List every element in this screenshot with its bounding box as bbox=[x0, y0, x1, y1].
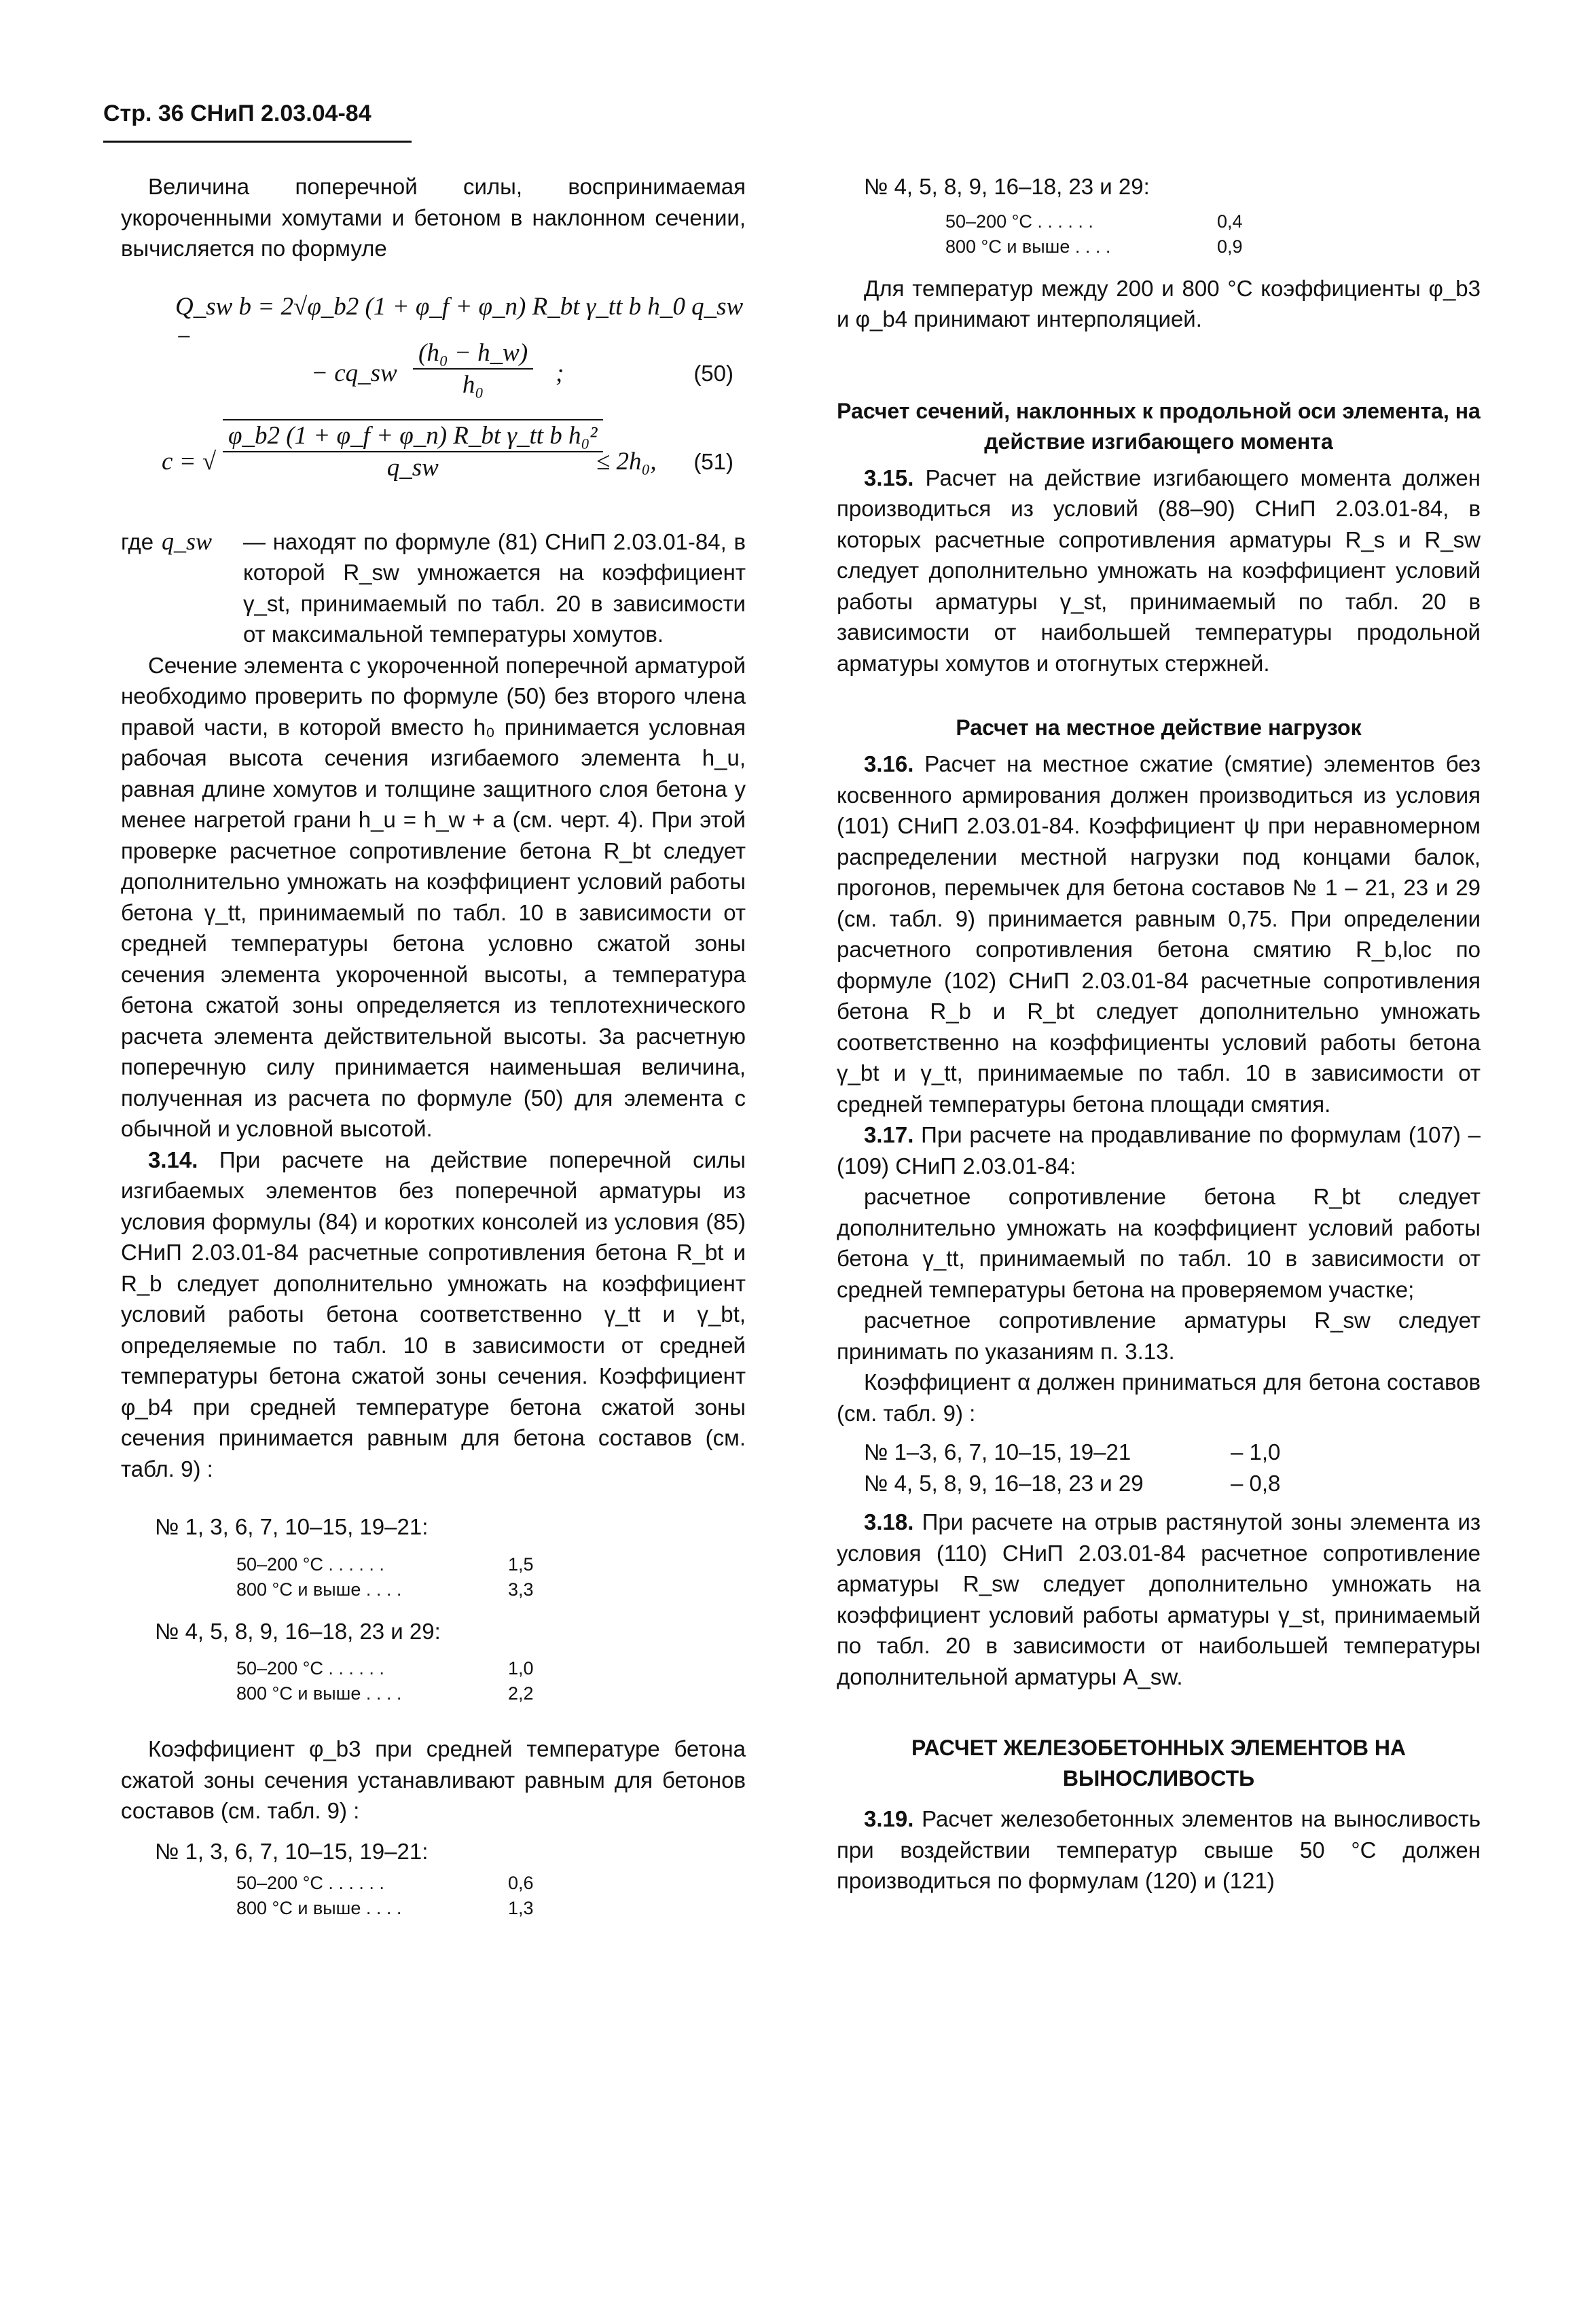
group-title: № 1, 3, 6, 7, 10–15, 19–21: bbox=[155, 1514, 429, 1539]
formula-51-denominator: q_sw bbox=[386, 454, 439, 482]
clause-text-3-19: Расчет железобетонных элементов на выносливость при воздействии температур свыше 50 °C должен производиться по формулам (120) и (121) bbox=[837, 1806, 1481, 1893]
formula-51-tail: ≤ 2h₀, bbox=[596, 447, 657, 475]
paragraph-phi-b3: Коэффициент φ_b3 при средней температуре бетона сжатой зоны сечения устанавливают равным для бетонов составов (см. табл. 9) : bbox=[121, 1736, 746, 1823]
formula-50-semicolon: ; bbox=[556, 359, 564, 387]
formula-51-numerator: φ_b2 (1 + φ_f + φ_n) R_bt γ_tt b h₀² bbox=[223, 420, 603, 453]
row-label: 800 °C и выше . . . . bbox=[945, 236, 1111, 257]
clause-text-3-18: При расчете на отрыв растянутой зоны элемента из условия (110) СНиП 2.03.01-84 расчетное сопротивление арматуры R_sw следует дополнительно умножать на коэффициент условий работы арматуры γ_st, принимаемый по табл. 20 в зависимости от наибольшей температуры дополнительной арматуры A_sw. bbox=[837, 1509, 1481, 1689]
where-definition: — находят по формуле (81) СНиП 2.03.01-84, в которой R_sw умножается на коэффициент γ_st, принимаемый по табл. 20 в зависимости от максимальной температуры хомутов. bbox=[243, 528, 746, 647]
table-row bbox=[236, 1552, 746, 1577]
heading-inclined-sections: Расчет сечений, наклонных к продольной оси элемента, на действие изгибающего момента bbox=[837, 398, 1481, 454]
clause-number-3-15: 3.15. bbox=[864, 465, 914, 490]
equation-number-51: (51) bbox=[693, 448, 733, 474]
formula-51 bbox=[121, 419, 746, 507]
clause-number-3-14: 3.14. bbox=[148, 1147, 198, 1172]
clause-text-3-15: Расчет на действие изгибающего момента должен производиться из условий (88–90) СНиП 2.03.01-84, в которых расчетные сопротивления арматуры R_s и R_sw следует дополнительно умножать на коэффициент условий работы арматуры γ_st, принимаемый по табл. 20 в зависимости от наибольшей температуры продольной арматуры хомутов и отогнутых стержней. bbox=[837, 465, 1481, 676]
row-label: 800 °C и выше . . . . bbox=[236, 1579, 402, 1600]
clause-number-3-17: 3.17. bbox=[864, 1122, 914, 1147]
table-row bbox=[945, 209, 1481, 234]
page-header: Стр. 36 СНиП 2.03.04-84 bbox=[103, 101, 371, 126]
formula-50-denominator: h₀ bbox=[462, 371, 484, 399]
paragraph-3-17 bbox=[837, 1119, 1481, 1181]
paragraph-3-17-c: Коэффициент α должен приниматься для бетона составов (см. табл. 9) : bbox=[837, 1369, 1481, 1426]
row-value: 1,0 bbox=[508, 1658, 534, 1678]
left-column bbox=[121, 171, 746, 1921]
equation-number-50: (50) bbox=[693, 360, 733, 386]
table-row bbox=[864, 1437, 1481, 1468]
paragraph-3-17-a: расчетное сопротивление бетона R_bt следует дополнительно умножать на коэффициент условий работы бетона γ_tt, принимаемый по табл. 10 в зависимости от средней температуры бетона на проверяемом участке; bbox=[837, 1184, 1481, 1302]
paragraph-3-16 bbox=[837, 749, 1481, 1119]
table-row bbox=[236, 1896, 746, 1921]
table-row bbox=[236, 1681, 746, 1706]
paragraph-3-15 bbox=[837, 463, 1481, 679]
row-value: 1,3 bbox=[508, 1898, 534, 1918]
row-value: 0,4 bbox=[1217, 211, 1243, 232]
row-value: 3,3 bbox=[508, 1579, 534, 1600]
row-label: 50–200 °C . . . . . . bbox=[236, 1658, 384, 1678]
where-label: где bbox=[121, 528, 154, 554]
paragraph-3-14 bbox=[121, 1145, 746, 1485]
row-label: 800 °C и выше . . . . bbox=[236, 1683, 402, 1704]
row-value: – 1,0 bbox=[1231, 1439, 1281, 1465]
row-label: № 1–3, 6, 7, 10–15, 19–21 bbox=[864, 1439, 1131, 1465]
row-label: № 4, 5, 8, 9, 16–18, 23 и 29 bbox=[864, 1470, 1144, 1496]
alpha-table bbox=[864, 1437, 1481, 1498]
phi-b4-group-2 bbox=[155, 1616, 746, 1707]
table-row bbox=[945, 234, 1481, 259]
right-column bbox=[837, 171, 1481, 1897]
intro-paragraph: Величина поперечной силы, воспринимаемая укороченными хомутами и бетоном в наклонном сечении, вычисляется по формуле bbox=[121, 174, 746, 261]
row-value: 0,9 bbox=[1217, 236, 1243, 257]
paragraph-section-check: Сечение элемента с укороченной поперечной арматурой необходимо проверить по формуле (50) без второго члена правой части, в которой вместо h₀ принимается условная рабочая высота сечения изгибаемого элемента h_u, равная длине хомутов и толщине защитного слоя бетона у менее нагретой грани h_u = h_w + a (см. черт. 4). При этой проверке расчетное сопротивление бетона R_bt следует дополнительно умножать на коэффициент условий работы бетона γ_tt, принимаемый по табл. 10 в зависимости от средней температуры бетона условно сжатой зоны сечения элемента укороченной высоты, а температура бетона сжатой зоны определяется из теплотехнического расчета элемента действительной высоты. За расчетную поперечную силу принимается наименьшая величина, полученная из расчета по формуле (50) для элемента с обычной и условной высотой. bbox=[121, 652, 746, 1141]
formula-50-fraction bbox=[413, 338, 533, 401]
where-block bbox=[121, 526, 746, 650]
clause-number-3-18: 3.18. bbox=[864, 1509, 914, 1534]
row-label: 50–200 °C . . . . . . bbox=[945, 211, 1093, 232]
row-label: 800 °C и выше . . . . bbox=[236, 1898, 402, 1918]
row-value: 1,5 bbox=[508, 1553, 534, 1575]
row-value: – 0,8 bbox=[1231, 1470, 1281, 1496]
row-value: 0,6 bbox=[508, 1873, 534, 1893]
formula-50-line2 bbox=[121, 338, 746, 412]
group-title: № 1, 3, 6, 7, 10–15, 19–21: bbox=[155, 1838, 429, 1864]
clause-text-3-14: При расчете на действие поперечной силы изгибаемых элементов без поперечной арматуры из условия формулы (84) и коротких консолей из условия (85) СНиП 2.03.01-84 расчетные сопротивления бетона R_bt и R_b следует дополнительно умножать на коэффициент условий работы бетона соответственно γ_tt и γ_bt, определяемые по табл. 10 в зависимости от средней температуры бетона сжатой зоны сечения. Коэффициент φ_b4 при средней температуре бетона сжатой зоны сечения принимается равным для бетона составов (см. табл. 9) : bbox=[121, 1147, 746, 1481]
table-row bbox=[236, 1871, 746, 1896]
header-rule bbox=[103, 141, 412, 143]
formula-50-line1 bbox=[121, 291, 746, 351]
clause-text-3-17: При расчете на продавливание по формулам (107) – (109) СНиП 2.03.01-84: bbox=[837, 1122, 1481, 1179]
row-value: 2,2 bbox=[508, 1683, 534, 1704]
formula-50-numerator: (h₀ − h_w) bbox=[413, 338, 533, 370]
group-title: № 4, 5, 8, 9, 16–18, 23 и 29: bbox=[864, 174, 1150, 199]
paragraph-3-19 bbox=[837, 1803, 1481, 1897]
paragraph-interpolation: Для температур между 200 и 800 °C коэффициенты φ_b3 и φ_b4 принимают интерполяцией. bbox=[837, 275, 1481, 331]
formula-50-main: Q_sw b = 2√φ_b2 (1 + φ_f + φ_n) R_bt γ_tt b h_0 q_sw − bbox=[175, 292, 744, 351]
paragraph-3-17-b: расчетное сопротивление арматуры R_sw следует принимать по указаниям п. 3.13. bbox=[837, 1308, 1481, 1364]
clause-number-3-16: 3.16. bbox=[864, 751, 914, 776]
phi-b3-group-2 bbox=[864, 171, 1481, 259]
clause-text-3-16: Расчет на местное сжатие (смятие) элементов без косвенного армирования должен производиться из условия (101) СНиП 2.03.01-84. Коэффициент ψ при неравномерном распределении местной нагрузки под концами балок, прогонов, перемычек для бетона составов № 1 – 21, 23 и 29 (см. табл. 9) принимается равным 0,75. При определении расчетного сопротивления бетона смятию R_b,loc по формуле (102) СНиП 2.03.01-84 расчетные сопротивления бетона R_b и R_bt следует дополнительно умножать соответственно на коэффициенты условий работы бетона γ_bt и γ_tt, принимаемые по табл. 10 в зависимости от средней температуры бетона площади смятия. bbox=[837, 751, 1481, 1117]
heading-fatigue: РАСЧЕТ ЖЕЛЕЗОБЕТОННЫХ ЭЛЕМЕНТОВ НА ВЫНОСЛИВОСТЬ bbox=[911, 1736, 1407, 1791]
row-label: 50–200 °C . . . . . . bbox=[236, 1873, 384, 1893]
table-row bbox=[236, 1577, 746, 1602]
table-row bbox=[236, 1656, 746, 1681]
formula-50-cq: − cq_sw bbox=[311, 359, 397, 387]
where-variable: q_sw bbox=[162, 527, 213, 555]
clause-number-3-19: 3.19. bbox=[864, 1806, 914, 1831]
phi-b4-group-1 bbox=[155, 1511, 746, 1602]
paragraph-3-18 bbox=[837, 1507, 1481, 1692]
group-title: № 4, 5, 8, 9, 16–18, 23 и 29: bbox=[155, 1618, 441, 1644]
formula-51-c: c = √ bbox=[162, 447, 217, 475]
row-label: 50–200 °C . . . . . . bbox=[236, 1553, 384, 1575]
table-row bbox=[864, 1468, 1481, 1499]
heading-local-loads: Расчет на местное действие нагрузок bbox=[956, 715, 1362, 740]
formula-51-fraction bbox=[223, 419, 603, 484]
phi-b3-group-1 bbox=[155, 1836, 746, 1922]
